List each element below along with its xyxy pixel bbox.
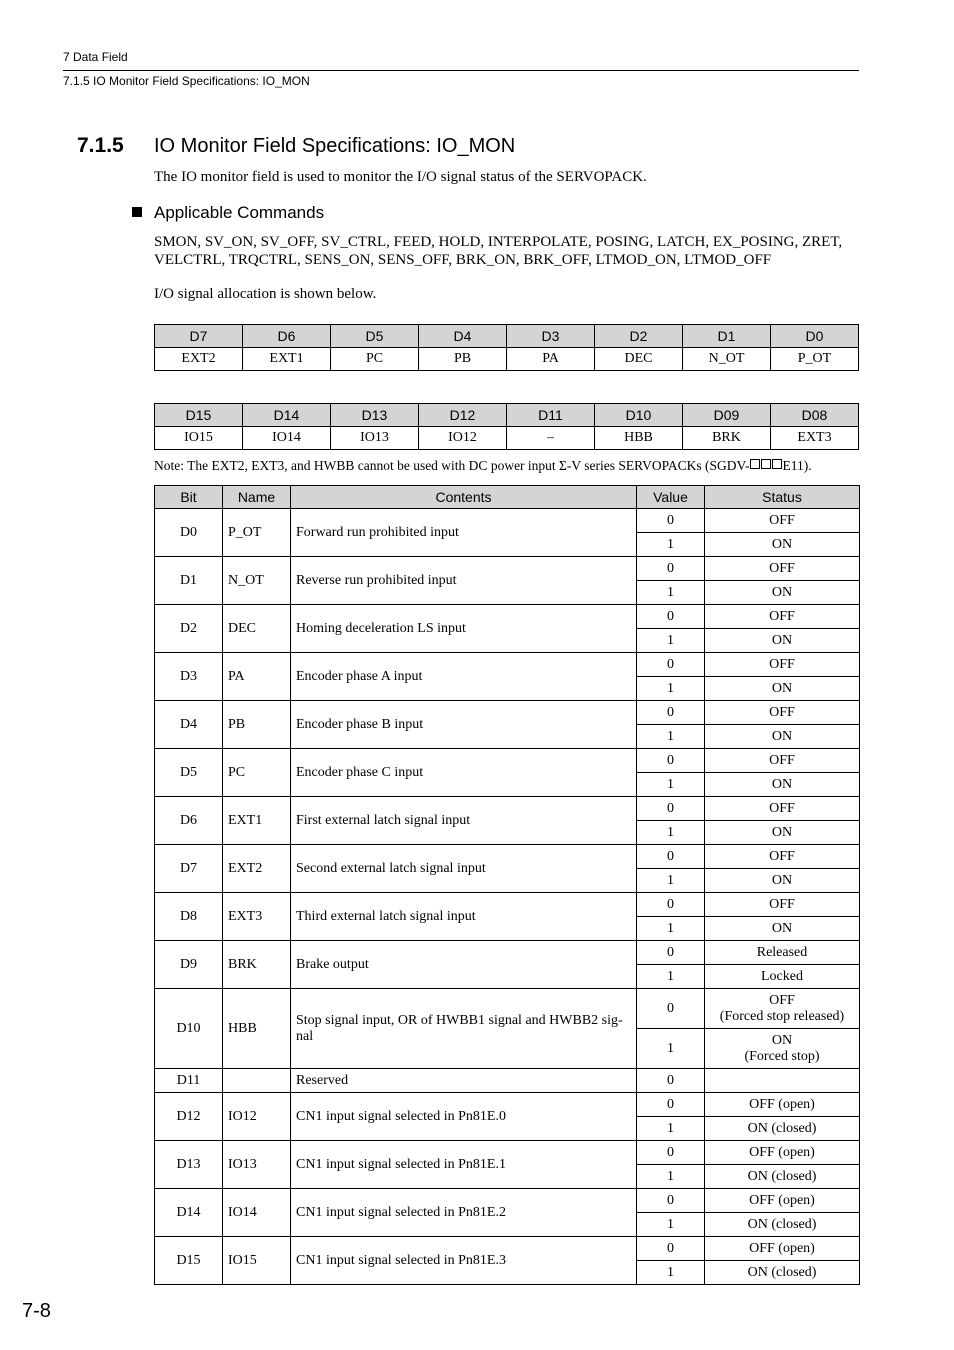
table-row bbox=[155, 1069, 860, 1093]
bit-signal-cell: PC bbox=[331, 348, 419, 371]
table-row bbox=[155, 1093, 860, 1117]
contents-cell: Encoder phase C input bbox=[291, 749, 637, 797]
bit-cell: D12 bbox=[155, 1093, 223, 1141]
status-cell: Released bbox=[705, 941, 860, 965]
running-header-chapter: 7 Data Field bbox=[63, 50, 128, 64]
bit-cell: D2 bbox=[155, 605, 223, 653]
bit-cell: D10 bbox=[155, 989, 223, 1069]
bit-header-cell: D12 bbox=[419, 404, 507, 427]
value-cell: 0 bbox=[637, 797, 705, 821]
value-cell: 1 bbox=[637, 1261, 705, 1285]
value-cell: 1 bbox=[637, 1213, 705, 1237]
value-cell: 1 bbox=[637, 1165, 705, 1189]
bit-cell: D8 bbox=[155, 893, 223, 941]
value-cell: 0 bbox=[637, 653, 705, 677]
section-title: IO Monitor Field Specifications: IO_MON bbox=[154, 135, 516, 157]
name-cell: N_OT bbox=[223, 557, 291, 605]
name-cell: EXT3 bbox=[223, 893, 291, 941]
bit-signal-cell: PA bbox=[507, 348, 595, 371]
running-header-section: 7.1.5 IO Monitor Field Specifications: IO_MON bbox=[63, 74, 310, 88]
bit-signal-cell: – bbox=[507, 427, 595, 450]
name-cell: HBB bbox=[223, 989, 291, 1069]
value-cell: 1 bbox=[637, 965, 705, 989]
name-cell: EXT1 bbox=[223, 797, 291, 845]
value-cell: 0 bbox=[637, 845, 705, 869]
placeholder-box-icon bbox=[761, 459, 771, 469]
bit-signal-cell: IO15 bbox=[155, 427, 243, 450]
bit-header-cell: D2 bbox=[595, 325, 683, 348]
status-cell: OFF bbox=[705, 557, 860, 581]
bit-signal-cell: BRK bbox=[683, 427, 771, 450]
status-cell: OFF (open) bbox=[705, 1093, 860, 1117]
name-cell: PA bbox=[223, 653, 291, 701]
status-cell: ON bbox=[705, 533, 860, 557]
contents-cell: CN1 input signal selected in Pn81E.3 bbox=[291, 1237, 637, 1285]
bit-cell: D7 bbox=[155, 845, 223, 893]
value-cell: 1 bbox=[637, 917, 705, 941]
contents-cell: Encoder phase B input bbox=[291, 701, 637, 749]
bit-cell: D6 bbox=[155, 797, 223, 845]
table-row bbox=[155, 989, 860, 1029]
bit-header-cell: D10 bbox=[595, 404, 683, 427]
value-cell: 0 bbox=[637, 1237, 705, 1261]
value-cell: 0 bbox=[637, 989, 705, 1029]
value-cell: 1 bbox=[637, 581, 705, 605]
column-header-bit: Bit bbox=[155, 486, 223, 509]
value-cell: 1 bbox=[637, 1029, 705, 1069]
bit-cell: D5 bbox=[155, 749, 223, 797]
name-cell bbox=[223, 1069, 291, 1093]
value-cell: 0 bbox=[637, 1093, 705, 1117]
status-cell: OFF bbox=[705, 653, 860, 677]
bit-signal-cell: IO14 bbox=[243, 427, 331, 450]
value-cell: 0 bbox=[637, 1189, 705, 1213]
commands-list: SMON, SV_ON, SV_OFF, SV_CTRL, FEED, HOLD, INTERPOLATE, POSING, LATCH, EX_POSING, ZRET, VELCTRL, TRQCTRL, SENS_ON, SENS_OFF, BRK_ON, BRK_OFF, LTMOD_ON, LTMOD_OFF bbox=[154, 234, 843, 268]
bit-cell: D0 bbox=[155, 509, 223, 557]
bit-header-cell: D5 bbox=[331, 325, 419, 348]
subheading-applicable-commands bbox=[132, 203, 324, 223]
contents-cell: Brake output bbox=[291, 941, 637, 989]
contents-cell: CN1 input signal selected in Pn81E.2 bbox=[291, 1189, 637, 1237]
value-cell: 1 bbox=[637, 533, 705, 557]
bit-header-cell: D11 bbox=[507, 404, 595, 427]
column-header-value: Value bbox=[637, 486, 705, 509]
value-cell: 1 bbox=[637, 677, 705, 701]
bit-value-row bbox=[155, 348, 859, 371]
bit-cell: D9 bbox=[155, 941, 223, 989]
status-cell: ON bbox=[705, 869, 860, 893]
status-cell: ON bbox=[705, 917, 860, 941]
name-cell: EXT2 bbox=[223, 845, 291, 893]
bit-header-row bbox=[155, 325, 859, 348]
note-text-after: E11). bbox=[782, 458, 812, 473]
bit-signal-cell: IO12 bbox=[419, 427, 507, 450]
status-cell: ON bbox=[705, 677, 860, 701]
contents-cell: Homing deceleration LS input bbox=[291, 605, 637, 653]
status-cell: ON (Forced stop) bbox=[705, 1029, 860, 1069]
table-row bbox=[155, 605, 860, 629]
contents-cell: Forward run prohibited input bbox=[291, 509, 637, 557]
status-cell: OFF bbox=[705, 797, 860, 821]
bit-allocation-table-high bbox=[154, 403, 859, 450]
name-cell: IO13 bbox=[223, 1141, 291, 1189]
status-cell: ON bbox=[705, 821, 860, 845]
bit-signal-cell: PB bbox=[419, 348, 507, 371]
placeholder-box-icon bbox=[772, 459, 782, 469]
bit-allocation-table-low bbox=[154, 324, 859, 371]
status-cell bbox=[705, 1069, 860, 1093]
table-row bbox=[155, 1189, 860, 1213]
contents-cell: Stop signal input, OR of HWBB1 signal and HWBB2 sig-nal bbox=[291, 989, 637, 1069]
bit-header-cell: D09 bbox=[683, 404, 771, 427]
status-cell: ON bbox=[705, 581, 860, 605]
status-cell: OFF bbox=[705, 749, 860, 773]
name-cell: PB bbox=[223, 701, 291, 749]
status-cell: ON (closed) bbox=[705, 1165, 860, 1189]
value-cell: 0 bbox=[637, 557, 705, 581]
table-row bbox=[155, 845, 860, 869]
value-cell: 0 bbox=[637, 1141, 705, 1165]
value-cell: 0 bbox=[637, 941, 705, 965]
value-cell: 1 bbox=[637, 869, 705, 893]
value-cell: 0 bbox=[637, 1069, 705, 1093]
name-cell: IO14 bbox=[223, 1189, 291, 1237]
bit-signal-cell: EXT2 bbox=[155, 348, 243, 371]
bit-header-cell: D3 bbox=[507, 325, 595, 348]
column-header-name: Name bbox=[223, 486, 291, 509]
status-cell: OFF bbox=[705, 701, 860, 725]
table-row bbox=[155, 653, 860, 677]
status-cell: Locked bbox=[705, 965, 860, 989]
table-row bbox=[155, 509, 860, 533]
io-monitor-table bbox=[154, 485, 860, 1285]
value-cell: 0 bbox=[637, 701, 705, 725]
square-bullet-icon bbox=[132, 207, 142, 217]
value-cell: 1 bbox=[637, 821, 705, 845]
name-cell: IO15 bbox=[223, 1237, 291, 1285]
value-cell: 0 bbox=[637, 749, 705, 773]
value-cell: 1 bbox=[637, 629, 705, 653]
status-cell: ON (closed) bbox=[705, 1261, 860, 1285]
bit-cell: D13 bbox=[155, 1141, 223, 1189]
status-cell: ON (closed) bbox=[705, 1117, 860, 1141]
status-cell: OFF (open) bbox=[705, 1141, 860, 1165]
contents-cell: Encoder phase A input bbox=[291, 653, 637, 701]
contents-cell: First external latch signal input bbox=[291, 797, 637, 845]
contents-cell: Reverse run prohibited input bbox=[291, 557, 637, 605]
value-cell: 1 bbox=[637, 773, 705, 797]
name-cell: IO12 bbox=[223, 1093, 291, 1141]
bit-cell: D3 bbox=[155, 653, 223, 701]
table-header-row bbox=[155, 486, 860, 509]
bit-signal-cell: P_OT bbox=[771, 348, 859, 371]
bit-header-cell: D0 bbox=[771, 325, 859, 348]
contents-cell: CN1 input signal selected in Pn81E.0 bbox=[291, 1093, 637, 1141]
contents-cell: Reserved bbox=[291, 1069, 637, 1093]
page-number: 7-8 bbox=[22, 1300, 51, 1322]
value-cell: 0 bbox=[637, 509, 705, 533]
allocation-text: I/O signal allocation is shown below. bbox=[154, 286, 377, 302]
bit-cell: D11 bbox=[155, 1069, 223, 1093]
status-cell: ON bbox=[705, 773, 860, 797]
name-cell: PC bbox=[223, 749, 291, 797]
bit-signal-cell: EXT1 bbox=[243, 348, 331, 371]
subheading-label: Applicable Commands bbox=[154, 203, 325, 222]
status-cell: OFF bbox=[705, 605, 860, 629]
column-header-contents: Contents bbox=[291, 486, 637, 509]
value-cell: 0 bbox=[637, 605, 705, 629]
table-row bbox=[155, 941, 860, 965]
status-cell: OFF (Forced stop released) bbox=[705, 989, 860, 1029]
status-cell: ON bbox=[705, 725, 860, 749]
table-row bbox=[155, 1237, 860, 1261]
name-cell: DEC bbox=[223, 605, 291, 653]
bit-header-cell: D14 bbox=[243, 404, 331, 427]
column-header-status: Status bbox=[705, 486, 860, 509]
placeholder-box-icon bbox=[750, 459, 760, 469]
status-cell: OFF (open) bbox=[705, 1189, 860, 1213]
bit-signal-cell: EXT3 bbox=[771, 427, 859, 450]
bit-header-cell: D1 bbox=[683, 325, 771, 348]
table-row bbox=[155, 1141, 860, 1165]
bit-header-cell: D15 bbox=[155, 404, 243, 427]
section-heading bbox=[77, 134, 515, 158]
bit-header-row bbox=[155, 404, 859, 427]
section-number: 7.1.5 bbox=[77, 134, 124, 157]
status-cell: ON (closed) bbox=[705, 1213, 860, 1237]
contents-cell: Third external latch signal input bbox=[291, 893, 637, 941]
status-cell: OFF bbox=[705, 509, 860, 533]
bit-signal-cell: HBB bbox=[595, 427, 683, 450]
contents-cell: CN1 input signal selected in Pn81E.1 bbox=[291, 1141, 637, 1189]
section-intro: The IO monitor field is used to monitor the I/O signal status of the SERVOPACK. bbox=[154, 169, 647, 185]
bit-value-row bbox=[155, 427, 859, 450]
table-row bbox=[155, 557, 860, 581]
note-text-before: Note: The EXT2, EXT3, and HWBB cannot be used with DC power input Σ-V series SERVOPACKs (SGDV- bbox=[154, 458, 750, 473]
table-row bbox=[155, 749, 860, 773]
status-cell: OFF bbox=[705, 845, 860, 869]
name-cell: P_OT bbox=[223, 509, 291, 557]
table-row bbox=[155, 701, 860, 725]
table-row bbox=[155, 797, 860, 821]
bit-cell: D15 bbox=[155, 1237, 223, 1285]
bit-signal-cell: DEC bbox=[595, 348, 683, 371]
header-rule bbox=[63, 70, 859, 71]
name-cell: BRK bbox=[223, 941, 291, 989]
table-row bbox=[155, 893, 860, 917]
bit-header-cell: D08 bbox=[771, 404, 859, 427]
status-cell: OFF (open) bbox=[705, 1237, 860, 1261]
bit-cell: D14 bbox=[155, 1189, 223, 1237]
status-cell: ON bbox=[705, 629, 860, 653]
contents-cell: Second external latch signal input bbox=[291, 845, 637, 893]
value-cell: 1 bbox=[637, 725, 705, 749]
bit-header-cell: D6 bbox=[243, 325, 331, 348]
value-cell: 1 bbox=[637, 1117, 705, 1141]
value-cell: 0 bbox=[637, 893, 705, 917]
status-cell: OFF bbox=[705, 893, 860, 917]
bit-signal-cell: N_OT bbox=[683, 348, 771, 371]
bit-header-cell: D7 bbox=[155, 325, 243, 348]
bit-cell: D4 bbox=[155, 701, 223, 749]
bit-cell: D1 bbox=[155, 557, 223, 605]
bit-header-cell: D13 bbox=[331, 404, 419, 427]
bit-header-cell: D4 bbox=[419, 325, 507, 348]
note bbox=[154, 458, 812, 474]
bit-signal-cell: IO13 bbox=[331, 427, 419, 450]
